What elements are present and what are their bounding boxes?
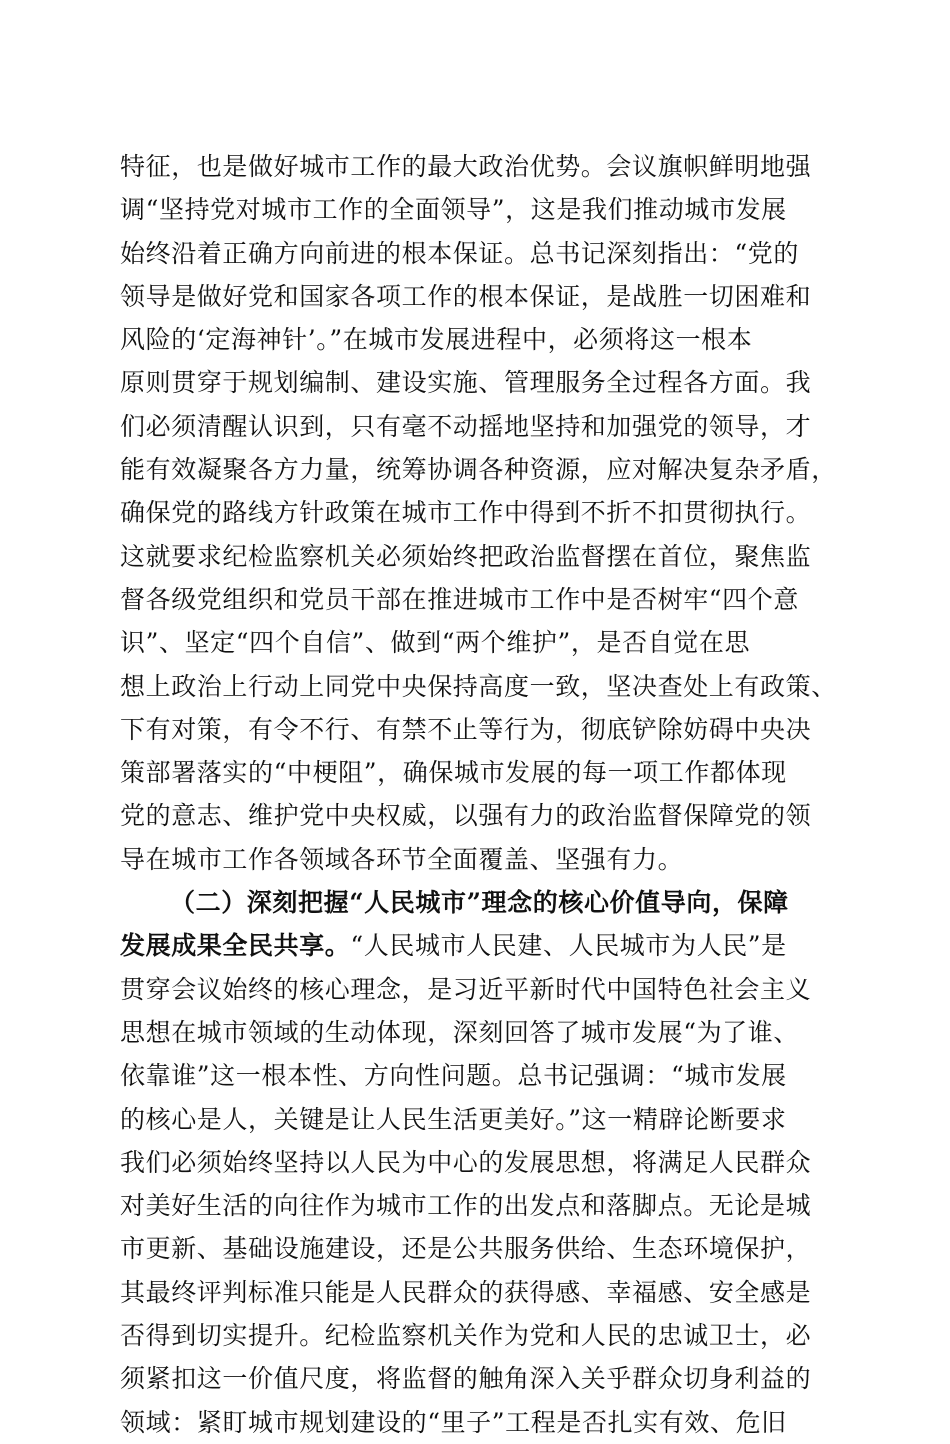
text-line: 始终沿着正确方向前进的根本保证。总书记深刻指出：“党的 [120, 238, 799, 268]
text-line: 党的意志、维护党中央权威，以强有力的政治监督保障党的领 [120, 801, 812, 831]
document-page [120, 145, 837, 1444]
text-line: 须紧扣这一价值尺度，将监督的触角深入关乎群众切身利益的 [120, 1364, 812, 1394]
text-line: 特征，也是做好城市工作的最大政治优势。会议旗帜鲜明地强 [120, 152, 812, 181]
text-line: 策部署落实的“中梗阻”，确保城市发展的每一项工作都体现 [120, 758, 787, 788]
text-line: 风险的‘定海神针’。”在城市发展进程中，必须将这一根本 [120, 325, 753, 355]
text-line: 能有效凝聚各方力量，统筹协调各种资源，应对解决复杂矛盾， [120, 455, 837, 485]
text-line: 领导是做好党和国家各项工作的根本保证，是战胜一切困难和 [120, 281, 812, 311]
text-line: 我们必须始终坚持以人民为中心的发展思想，将满足人民群众 [120, 1147, 812, 1177]
text-line: 市更新、基础设施建设，还是公共服务供给、生态环境保护， [120, 1234, 812, 1264]
text-line: 原则贯穿于规划编制、建设实施、管理服务全过程各方面。我 [120, 368, 812, 398]
text-line: 导在城市工作各领域各环节全面覆盖、坚强有力。 [120, 844, 684, 874]
text-line: 下有对策，有令不行、有禁不止等行为，彻底铲除妨碍中央决 [120, 714, 812, 744]
text-line: 想上政治上行动上同党中央保持高度一致，坚决查处上有政策、 [120, 671, 837, 701]
section-heading-continued: 发展成果全民共享。 [120, 931, 351, 961]
text-line: 依靠谁”这一根本性、方向性问题。总书记强调：“城市发展 [120, 1061, 787, 1091]
text-line: 思想在城市领域的生动体现，深刻回答了城市发展“为了谁、 [120, 1017, 799, 1047]
paragraph-1 [120, 145, 837, 881]
text-line: 的核心是人，关键是让人民生活更美好。”这一精辟论断要求 [120, 1104, 787, 1134]
text-span: “人民城市人民建、人民城市为人民”是 [350, 931, 787, 961]
text-line: 督各级党组织和党员干部在推进城市工作中是否树牢“四个意 [120, 584, 799, 614]
text-line: 对美好生活的向往作为城市工作的出发点和落脚点。无论是城 [120, 1191, 812, 1221]
text-line: 领域：紧盯城市规划建设的“里子”工程是否扎实有效、危旧 [120, 1407, 787, 1437]
text-line: 这就要求纪检监察机关必须始终把政治监督摆在首位，聚焦监 [120, 541, 812, 571]
text-line: 们必须清醒认识到，只有毫不动摇地坚持和加强党的领导，才 [120, 411, 812, 441]
section-heading: （二）深刻把握“人民城市”理念的核心价值导向，保障 [170, 888, 789, 918]
text-line: 调“坚持党对城市工作的全面领导”，这是我们推动城市发展 [120, 195, 787, 225]
text-line: 其最终评判标准只能是人民群众的获得感、幸福感、安全感是 [120, 1277, 812, 1307]
text-line: 识”、坚定“四个自信”、做到“两个维护”，是否自觉在思 [120, 628, 751, 658]
text-line: 否得到切实提升。纪检监察机关作为党和人民的忠诚卫士，必 [120, 1321, 812, 1351]
text-line: 确保党的路线方针政策在城市工作中得到不折不扣贯彻执行。 [120, 498, 812, 528]
paragraph-2 [120, 881, 832, 1444]
text-line: 贯穿会议始终的核心理念，是习近平新时代中国特色社会主义 [120, 974, 812, 1004]
text-line [120, 924, 832, 967]
